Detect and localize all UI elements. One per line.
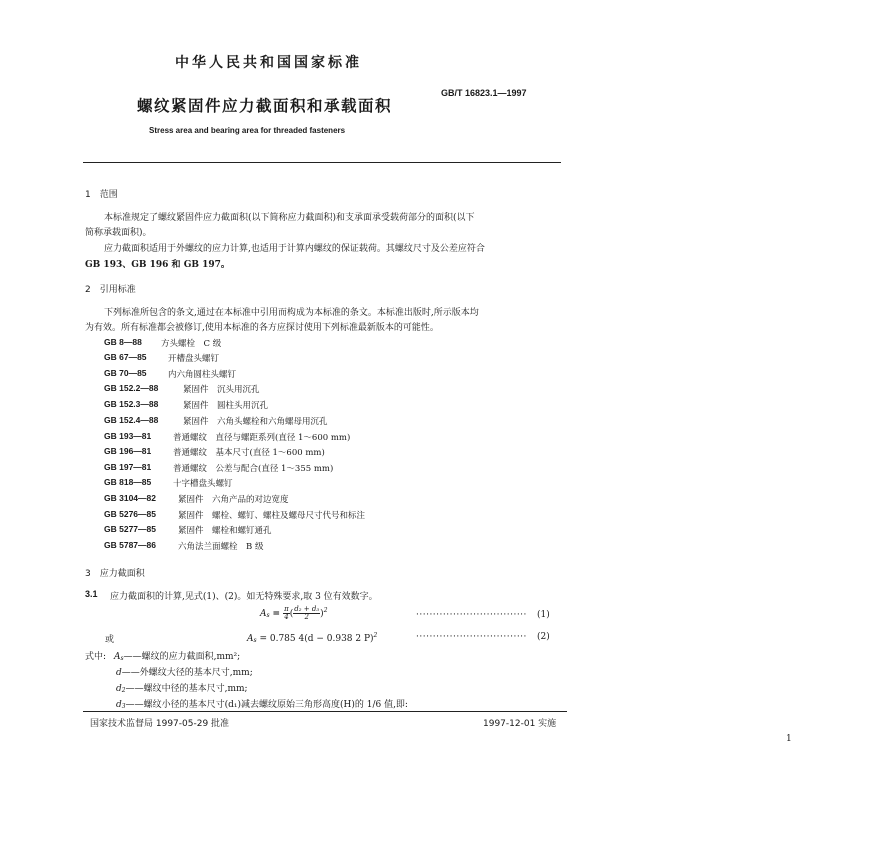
formula-1: As = $\frac{\pi}{4}$ ( $\frac{\text{d₂ + d₃}}{2}$ )$^2$ (260, 605, 328, 621)
or-label: 或 (105, 635, 115, 645)
formula-2-leader: ································· (416, 632, 527, 642)
diameter-sum: d₂ + d₃ (294, 605, 320, 613)
section-2-para-line1: 下列标准所包含的条文,通过在本标准中引用而构成为本标准的条文。本标准出版时,所示版本均 (104, 308, 479, 318)
reference-code: GB 5277—85 (104, 524, 156, 534)
where-item (116, 697, 408, 710)
where-subscript: 2 (121, 687, 126, 694)
page-number: 1 (786, 734, 792, 744)
denominator-four: 4 (284, 613, 289, 621)
reference-title: 紧固件 圆柱头用沉孔 (183, 401, 269, 411)
header-divider (83, 162, 561, 163)
clause-3-1-text: 应力截面积的计算,见式(1)、(2)。如无特殊要求,取 3 位有效数字。 (110, 592, 378, 602)
section-2-heading: 2 引用标准 (85, 285, 136, 295)
reference-code: GB 5276—85 (104, 509, 156, 519)
section-1-heading: 1 范围 (85, 190, 118, 200)
reference-title: 普通螺纹 公差与配合(直径 1～355 mm) (173, 464, 334, 474)
formula-1-leader: ································· (416, 610, 527, 620)
section-1-para1-line1: 本标准规定了螺纹紧固件应力截面积(以下简称应力截面积)和支承面承受载荷部分的面积(以下 (104, 213, 475, 223)
where-symbol: d (116, 684, 122, 694)
reference-title: 内六角圆柱头螺钉 (168, 370, 237, 380)
formula-2-number: (2) (537, 632, 550, 642)
formula-1-subscript: s (266, 612, 270, 619)
where-description: ——外螺纹大径的基本尺寸,mm; (121, 668, 253, 678)
pi-symbol: π (284, 605, 289, 613)
formula-1-symbol: A (260, 609, 267, 619)
formula-2-expression: = 0.785 4(d − 0.938 2 P) (259, 634, 374, 644)
formula-2 (247, 632, 377, 644)
reference-title: 普通螺纹 直径与螺距系列(直径 1～600 mm) (173, 433, 351, 443)
reference-title: 六角法兰面螺栓 B 级 (178, 542, 264, 552)
formula-1-equals: = (272, 609, 284, 619)
reference-code: GB 196—81 (104, 446, 152, 456)
reference-code: GB 193—81 (104, 431, 152, 441)
reference-code: GB 152.4—88 (104, 415, 159, 425)
where-description: ——螺纹中径的基本尺寸,mm; (125, 684, 248, 694)
reference-code: GB 67—85 (104, 352, 147, 362)
reference-title: 开槽盘头螺钉 (168, 354, 220, 364)
document-title-cn: 螺纹紧固件应力截面积和承载面积 (137, 97, 393, 115)
reference-title: 紧固件 螺栓和螺钉通孔 (178, 526, 272, 536)
where-symbol: A (114, 652, 121, 662)
reference-title: 十字槽盘头螺钉 (173, 479, 233, 489)
formula-1-diameter-fraction (293, 606, 320, 621)
reference-code: GB 152.2—88 (104, 383, 159, 393)
section-2-para-line2: 为有效。所有标准都会被修订,使用本标准的各方应探讨使用下列标准最新版本的可能性。 (85, 323, 439, 333)
reference-code: GB 5787—86 (104, 540, 156, 550)
denominator-two: 2 (304, 613, 309, 621)
footer-divider (83, 711, 567, 712)
reference-title: 紧固件 六角头螺栓和六角螺母用沉孔 (183, 417, 328, 427)
where-symbol: d (116, 668, 122, 678)
document-title-en: Stress area and bearing area for threaded fasteners (149, 126, 346, 135)
reference-code: GB 818—85 (104, 477, 152, 487)
reference-code: GB 152.3—88 (104, 399, 159, 409)
reference-title: 普通螺纹 基本尺寸(直径 1～600 mm) (173, 448, 325, 458)
formula-1-exponent: 2 (323, 607, 328, 614)
section-1-para1-line2: 简称承载面积)。 (85, 228, 152, 238)
reference-code: GB 70—85 (104, 368, 147, 378)
section-3-heading: 3 应力截面积 (85, 569, 145, 579)
where-item (114, 649, 240, 662)
reference-code: GB 8—88 (104, 337, 142, 347)
formula-2-exponent: 2 (373, 632, 378, 639)
formula-2-subscript: s (253, 637, 257, 644)
formula-2-symbol: A (247, 634, 254, 644)
approval-date: 国家技术监督局 1997-05-29 批准 (90, 719, 230, 729)
clause-number: 3.1 (85, 589, 98, 599)
where-description: ——螺纹的应力截面积,mm²; (123, 652, 241, 662)
reference-title: 方头螺栓 C 级 (161, 339, 222, 349)
where-label: 式中: (85, 652, 107, 662)
where-subscript: s (120, 655, 124, 662)
section-1-para2-line2: GB 193、GB 196 和 GB 197。 (85, 260, 230, 270)
national-standard-heading: 中华人民共和国国家标准 (175, 55, 362, 71)
where-symbol: d (116, 700, 122, 710)
reference-title: 紧固件 沉头用沉孔 (183, 385, 260, 395)
formula-1-pi-fraction (283, 606, 290, 621)
where-item (116, 665, 253, 678)
reference-code: GB 3104—82 (104, 493, 156, 503)
reference-code: GB 197—81 (104, 462, 152, 472)
section-1-para2-line1: 应力截面积适用于外螺纹的应力计算,也适用于计算内螺纹的保证载荷。其螺纹尺寸及公差应符合 (104, 244, 485, 254)
where-item (116, 681, 248, 694)
standard-number: GB/T 16823.1—1997 (441, 88, 527, 98)
where-description: ——螺纹小径的基本尺寸(d₁)减去螺纹原始三角形高度(H)的 1/6 值,即: (125, 700, 408, 710)
reference-title: 紧固件 螺栓、螺钉、螺柱及螺母尺寸代号和标注 (178, 511, 366, 521)
where-subscript: 3 (121, 703, 126, 710)
implementation-date: 1997-12-01 实施 (483, 719, 557, 729)
reference-title: 紧固件 六角产品的对边宽度 (178, 495, 289, 505)
formula-1-number: (1) (537, 610, 550, 620)
